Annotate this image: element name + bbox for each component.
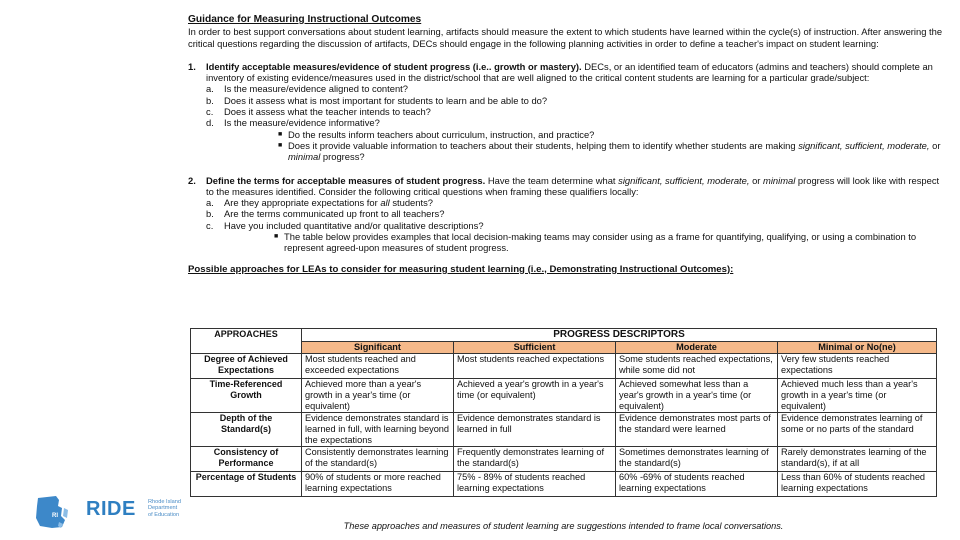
table-row bbox=[191, 354, 937, 379]
table-cell: Most students reached and exceeded expectations bbox=[302, 354, 454, 379]
approaches-heading: Possible approaches for LEAs to consider for measuring student learning (i.e., Demonstrating Instructional Outcomes): bbox=[188, 263, 734, 275]
bullet-icon: ■ bbox=[278, 141, 283, 149]
table-cell: Evidence demonstrates learning of some or no parts of the standard bbox=[778, 413, 937, 447]
bullet-icon: ■ bbox=[278, 130, 283, 138]
table-row bbox=[191, 472, 937, 497]
section-1-item-b: b. Does it assess what is most important for students to learn and be able to do? bbox=[206, 94, 548, 106]
row-label: Percentage of Students bbox=[191, 472, 302, 497]
level-minimal: Minimal or No(ne) bbox=[778, 342, 937, 354]
table-cell: Achieved much less than a year's growth in a year's time (or equivalent) bbox=[778, 379, 937, 413]
table-cell: 60% -69% of students reached learning expectations bbox=[616, 472, 778, 497]
table-cell: Sometimes demonstrates learning of the standard(s) bbox=[616, 447, 778, 472]
logo-wordmark: RIDE bbox=[86, 498, 136, 520]
section-1-item-d: d. Is the measure/evidence informative? bbox=[206, 117, 380, 129]
table-cell: Frequently demonstrates learning of the standard(s) bbox=[454, 447, 616, 472]
section-2-title: Define the terms for acceptable measures of student progress. bbox=[206, 174, 486, 186]
table-row bbox=[191, 379, 937, 413]
progress-descriptors-header: PROGRESS DESCRIPTORS bbox=[302, 329, 937, 342]
row-label: Consistency of Performance bbox=[191, 447, 302, 472]
ride-logo bbox=[32, 494, 202, 534]
table-cell: Evidence demonstrates standard is learned in full bbox=[454, 413, 616, 447]
row-label: Degree of Achieved Expectations bbox=[191, 354, 302, 379]
table-cell: Achieved a year's growth in a year's time (or equivalent) bbox=[454, 379, 616, 413]
svg-text:RI: RI bbox=[52, 513, 58, 519]
section-2: 2. Define the terms for acceptable measures of student progress. Have the team determine what significant, sufficient, moderate, or minimal progress will look like with respect to the measures identified. Consider the following critical questions when framing these qualifiers locally: a. Are they appropriate expectations for all students? b. Are the terms communicated up front to all teachers? c. Have you included quantitative and/or qualitative descriptions? ■ The table below provides examples that local decision-making teams may consider using as a frame for quantifying, qualifying, or using a combination to represent agreed-upon measures of student progress. bbox=[188, 175, 944, 254]
row-label: Depth of the Standard(s) bbox=[191, 413, 302, 447]
table-cell: Most students reached expectations bbox=[454, 354, 616, 379]
approaches-header: APPROACHES bbox=[191, 329, 302, 354]
section-1-number: 1. bbox=[188, 60, 196, 72]
section-1-bullet-2: ■ Does it provide valuable information to teachers about their students, helping them to identify whether students are making significant, sufficient, moderate, or minimal progress? bbox=[278, 139, 941, 163]
section-2-item-c: c. Have you included quantitative and/or qualitative descriptions? bbox=[206, 219, 484, 231]
table-cell: Consistently demonstrates learning of the standard(s) bbox=[302, 447, 454, 472]
section-1-title: Identify acceptable measures/evidence of student progress (i.e.. growth or mastery). bbox=[206, 60, 582, 72]
level-significant: Significant bbox=[302, 342, 454, 354]
table-cell: Achieved somewhat less than a year's growth in a year's time (or equivalent) bbox=[616, 379, 778, 413]
table-footnote: These approaches and measures of student learning are suggestions intended to frame local conversations. bbox=[343, 521, 784, 531]
section-1-bullet-1: ■ Do the results inform teachers about curriculum, instruction, and practice? bbox=[278, 128, 595, 140]
table-cell: Very few students reached expectations bbox=[778, 354, 937, 379]
section-2-item-b: b. Are the terms communicated up front to all teachers? bbox=[206, 208, 445, 220]
section-1-item-a: a. Is the measure/evidence aligned to content? bbox=[206, 83, 408, 95]
document-heading: Guidance for Measuring Instructional Outcomes bbox=[188, 14, 422, 25]
table-row bbox=[191, 447, 937, 472]
level-moderate: Moderate bbox=[616, 342, 778, 354]
section-2-item-a: a. Are they appropriate expectations for all students? bbox=[206, 197, 433, 209]
table-cell: Achieved more than a year's growth in a year's time (or equivalent) bbox=[302, 379, 454, 413]
rhode-island-map-icon bbox=[32, 494, 74, 530]
section-2-number: 2. bbox=[188, 174, 196, 186]
table-cell: 75% - 89% of students reached learning expectations bbox=[454, 472, 616, 497]
table-row bbox=[191, 413, 937, 447]
table-cell: Some students reached expectations, while some did not bbox=[616, 354, 778, 379]
logo-department-text: Rhode Island Department of Education bbox=[148, 499, 181, 518]
table-cell: Evidence demonstrates most parts of the standard were learned bbox=[616, 413, 778, 447]
section-1 bbox=[188, 61, 944, 163]
table-cell: Evidence demonstrates standard is learned in full, with learning beyond the expectations bbox=[302, 413, 454, 447]
table-cell: Rarely demonstrates learning of the standard(s), if at all bbox=[778, 447, 937, 472]
row-label: Time-Referenced Growth bbox=[191, 379, 302, 413]
intro-paragraph: In order to best support conversations about student learning, artifacts should measure the extent to which students have learned within the cycle(s) of instruction. After answering the critical questions regarding the discussion of artifacts, DECs should engage in the following planning activities in order to define a teacher's impact on student learning: bbox=[188, 26, 943, 49]
progress-descriptors-table bbox=[190, 328, 937, 497]
table-cell: Less than 60% of students reached learning expectations bbox=[778, 472, 937, 497]
level-sufficient: Sufficient bbox=[454, 342, 616, 354]
section-2-bullet: ■ The table below provides examples that local decision-making teams may consider using as a frame for quantifying, qualifying, or using a combination to represent agreed-upon measures of student progress. bbox=[274, 231, 917, 254]
bullet-icon: ■ bbox=[274, 233, 279, 241]
section-1-text: DECs, or an identified team of educators (admins and teachers) should complete an inventory of existing evidence/measures used in the district/school that are well aligned to the critical content students are learning for a particular grade/subject: bbox=[206, 60, 933, 84]
table-cell: 90% of students or more reached learning expectations bbox=[302, 472, 454, 497]
section-1-item-c: c. Does it assess what the teacher intends to teach? bbox=[206, 106, 431, 118]
guidance-document bbox=[188, 14, 944, 275]
